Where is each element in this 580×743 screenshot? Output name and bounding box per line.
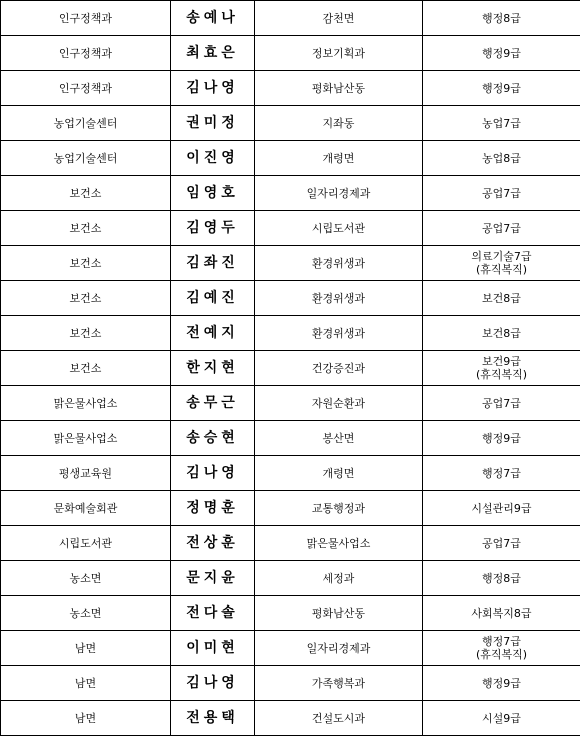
employee-name-cell: 김나영 <box>171 456 255 491</box>
grade-cell <box>423 701 580 736</box>
table-row <box>1 176 580 211</box>
employee-name-cell: 권미정 <box>171 106 255 141</box>
grade-cell <box>423 526 580 561</box>
employee-name-cell: 전용택 <box>171 701 255 736</box>
new-department-cell: 건설도시과 <box>255 701 423 736</box>
grade-cell <box>423 176 580 211</box>
table-row <box>1 316 580 351</box>
grade-cell <box>423 71 580 106</box>
grade-label: 행정8급 <box>482 571 521 585</box>
new-department-cell: 개령면 <box>255 456 423 491</box>
grade-cell <box>423 666 580 701</box>
new-department-cell: 지좌동 <box>255 106 423 141</box>
new-department-cell: 정보기획과 <box>255 36 423 71</box>
table-row <box>1 211 580 246</box>
table-row <box>1 141 580 176</box>
employee-name-cell: 김나영 <box>171 666 255 701</box>
grade-label: 보건8급 <box>482 326 521 340</box>
new-department-cell: 봉산면 <box>255 421 423 456</box>
new-department-cell: 평화남산동 <box>255 71 423 106</box>
previous-department-cell: 맑은물사업소 <box>1 386 171 421</box>
grade-label: 시설9급 <box>482 711 521 725</box>
table-row <box>1 281 580 316</box>
previous-department-cell: 보건소 <box>1 281 171 316</box>
table-row <box>1 631 580 666</box>
grade-cell <box>423 246 580 281</box>
grade-label: 농업8급 <box>482 151 521 165</box>
previous-department-cell: 보건소 <box>1 246 171 281</box>
new-department-cell: 환경위생과 <box>255 281 423 316</box>
grade-label: 농업7급 <box>482 116 521 130</box>
grade-label: 사회복지8급 <box>471 606 532 620</box>
new-department-cell: 감천면 <box>255 1 423 36</box>
grade-label: 시설관리9급 <box>471 501 532 515</box>
grade-cell <box>423 106 580 141</box>
employee-name-cell: 전예지 <box>171 316 255 351</box>
grade-cell <box>423 561 580 596</box>
grade-label: 행정9급 <box>482 431 521 445</box>
grade-cell <box>423 596 580 631</box>
new-department-cell: 개령면 <box>255 141 423 176</box>
grade-cell <box>423 421 580 456</box>
table-row <box>1 1 580 36</box>
grade-cell <box>423 456 580 491</box>
grade-cell <box>423 211 580 246</box>
previous-department-cell: 평생교육원 <box>1 456 171 491</box>
employee-name-cell: 김나영 <box>171 71 255 106</box>
new-department-cell: 환경위생과 <box>255 316 423 351</box>
grade-label: 보건8급 <box>482 291 521 305</box>
employee-name-cell: 송승현 <box>171 421 255 456</box>
new-department-cell: 건강증진과 <box>255 351 423 386</box>
employee-name-cell: 김영두 <box>171 211 255 246</box>
grade-cell <box>423 351 580 386</box>
new-department-cell: 시립도서관 <box>255 211 423 246</box>
grade-label: 보건9급 <box>482 355 521 368</box>
previous-department-cell: 인구정책과 <box>1 71 171 106</box>
new-department-cell: 환경위생과 <box>255 246 423 281</box>
new-department-cell: 일자리경제과 <box>255 176 423 211</box>
grade-cell <box>423 316 580 351</box>
new-department-cell: 교통행정과 <box>255 491 423 526</box>
grade-label: 행정7급 <box>482 635 521 648</box>
new-department-cell: 세정과 <box>255 561 423 596</box>
grade-label: 행정9급 <box>482 81 521 95</box>
previous-department-cell: 보건소 <box>1 211 171 246</box>
employee-name-cell: 김예진 <box>171 281 255 316</box>
previous-department-cell: 보건소 <box>1 316 171 351</box>
grade-cell <box>423 1 580 36</box>
previous-department-cell: 보건소 <box>1 351 171 386</box>
table-row <box>1 666 580 701</box>
table-row <box>1 456 580 491</box>
grade-label: 공업7급 <box>482 221 521 235</box>
employee-name-cell: 최효은 <box>171 36 255 71</box>
grade-cell <box>423 36 580 71</box>
new-department-cell: 가족행복과 <box>255 666 423 701</box>
table-row <box>1 71 580 106</box>
grade-cell <box>423 491 580 526</box>
previous-department-cell: 남면 <box>1 666 171 701</box>
table-row <box>1 421 580 456</box>
grade-label: 행정8급 <box>482 11 521 25</box>
new-department-cell: 자원순환과 <box>255 386 423 421</box>
previous-department-cell: 농소면 <box>1 561 171 596</box>
grade-cell <box>423 281 580 316</box>
table-row <box>1 596 580 631</box>
new-department-cell: 평화남산동 <box>255 596 423 631</box>
previous-department-cell: 문화예술회관 <box>1 491 171 526</box>
grade-label: 행정9급 <box>482 46 521 60</box>
new-department-cell: 맑은물사업소 <box>255 526 423 561</box>
grade-label: 공업7급 <box>482 396 521 410</box>
employee-name-cell: 정명훈 <box>171 491 255 526</box>
employee-name-cell: 문지윤 <box>171 561 255 596</box>
employee-name-cell: 전상훈 <box>171 526 255 561</box>
grade-label: 행정9급 <box>482 676 521 690</box>
employee-name-cell: 전다솔 <box>171 596 255 631</box>
employee-name-cell: 한지현 <box>171 351 255 386</box>
new-department-cell: 일자리경제과 <box>255 631 423 666</box>
table-row <box>1 351 580 386</box>
previous-department-cell: 남면 <box>1 631 171 666</box>
previous-department-cell: 농업기술센터 <box>1 106 171 141</box>
table-row <box>1 491 580 526</box>
previous-department-cell: 농업기술센터 <box>1 141 171 176</box>
grade-label: 공업7급 <box>482 536 521 550</box>
previous-department-cell: 맑은물사업소 <box>1 421 171 456</box>
previous-department-cell: 시립도서관 <box>1 526 171 561</box>
grade-label: 행정7급 <box>482 466 521 480</box>
previous-department-cell: 인구정책과 <box>1 36 171 71</box>
table-body <box>1 1 580 736</box>
table-row <box>1 701 580 736</box>
previous-department-cell: 보건소 <box>1 176 171 211</box>
grade-label: 의료기술7급 <box>471 250 532 263</box>
table-row <box>1 106 580 141</box>
table-row <box>1 386 580 421</box>
table-row <box>1 246 580 281</box>
grade-cell <box>423 631 580 666</box>
employee-name-cell: 이진영 <box>171 141 255 176</box>
table-row <box>1 526 580 561</box>
grade-label: 공업7급 <box>482 186 521 200</box>
leave-return-note: (휴직복직) <box>475 648 528 661</box>
employee-name-cell: 송무근 <box>171 386 255 421</box>
table-row <box>1 561 580 596</box>
employee-name-cell: 송예나 <box>171 1 255 36</box>
leave-return-note: (휴직복직) <box>475 263 528 276</box>
grade-cell <box>423 141 580 176</box>
leave-return-note: (휴직복직) <box>475 368 528 381</box>
previous-department-cell: 인구정책과 <box>1 1 171 36</box>
employee-name-cell: 김좌진 <box>171 246 255 281</box>
employee-name-cell: 임영호 <box>171 176 255 211</box>
previous-department-cell: 농소면 <box>1 596 171 631</box>
employee-name-cell: 이미현 <box>171 631 255 666</box>
table-row <box>1 36 580 71</box>
previous-department-cell: 남면 <box>1 701 171 736</box>
grade-cell <box>423 386 580 421</box>
